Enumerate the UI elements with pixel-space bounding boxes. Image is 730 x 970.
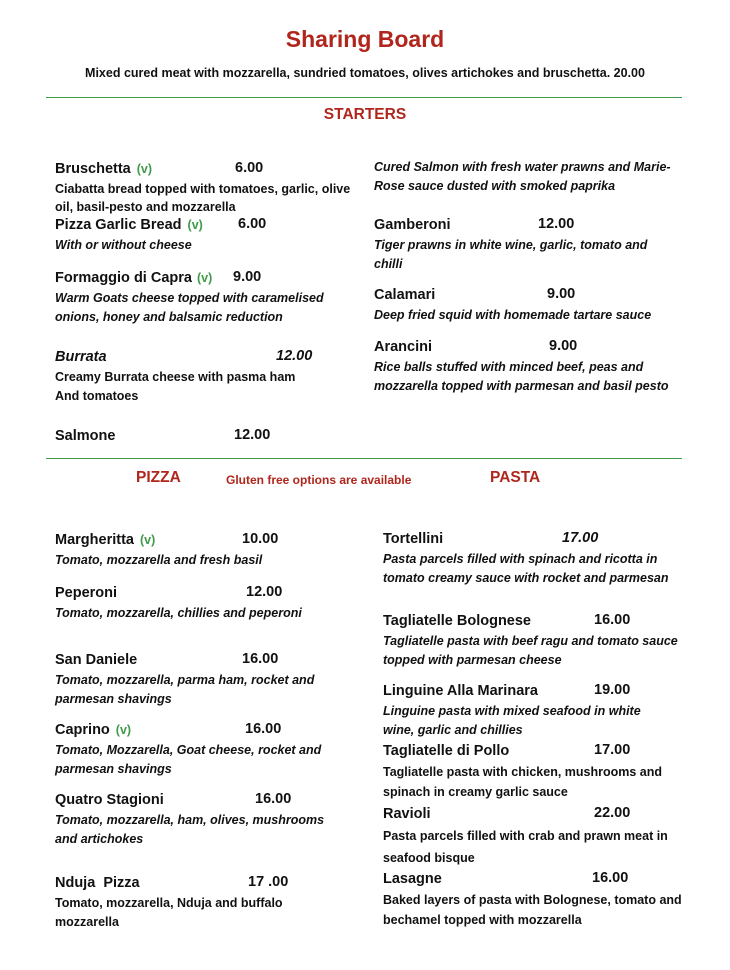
divider-middle <box>46 458 682 459</box>
item-name: Salmone <box>55 428 116 444</box>
pizza-heading: PIZZA <box>136 469 181 486</box>
item-price: 16.00 <box>255 791 292 807</box>
menu-item-caprino <box>55 721 385 779</box>
item-price: 17.00 <box>594 742 631 758</box>
item-name: Margheritta <box>55 532 134 548</box>
item-name: Nduja Pizza <box>55 875 140 891</box>
item-description: Warm Goats cheese topped with caramelised onions, honey and balsamic reduction <box>55 291 324 324</box>
pasta-heading: PASTA <box>490 469 541 486</box>
item-price: 9.00 <box>233 269 262 285</box>
item-description: Pasta parcels filled with crab and prawn meat in seafood bisque <box>383 829 668 865</box>
menu-item-margheritta <box>55 531 385 570</box>
item-description-line-2: And tomatoes <box>55 389 139 403</box>
starters-heading: STARTERS <box>323 106 407 123</box>
item-description: Rice balls stuffed with minced beef, peas and mozzarella topped with parmesan and basil pesto <box>374 360 669 393</box>
menu-item-salmone <box>55 427 385 447</box>
menu-item-san-daniele <box>55 651 385 709</box>
item-price: 16.00 <box>592 870 629 886</box>
item-price: 6.00 <box>235 160 264 176</box>
menu-item-burrata <box>55 348 385 406</box>
menu-item-gamberoni <box>374 216 704 274</box>
item-price: 12.00 <box>538 216 575 232</box>
menu-item-tagliatelle-bolognese <box>383 612 713 670</box>
vegetarian-tag: (v) <box>136 162 153 176</box>
menu-item-bruschetta <box>55 160 385 216</box>
item-description: Baked layers of pasta with Bolognese, tomato and bechamel topped with mozzarella <box>383 893 682 927</box>
item-description: Tomato, mozzarella and fresh basil <box>55 553 263 567</box>
item-description: Tagliatelle pasta with beef ragu and tomato sauce topped with parmesan cheese <box>383 634 678 667</box>
menu-item-pizza-garlic-bread <box>55 216 385 255</box>
sharing-board-description: Mixed cured meat with mozzarella, sundried tomatoes, olives artichokes and bruschetta. 20.00 <box>85 66 645 80</box>
menu-item-arancini <box>374 338 704 396</box>
item-description: Ciabatta bread topped with tomatoes, garlic, olive oil, basil-pesto and mozzarella <box>55 182 351 214</box>
item-price: 9.00 <box>549 338 578 354</box>
item-price: 16.00 <box>594 612 631 628</box>
item-name: Tagliatelle Bolognese <box>383 613 531 629</box>
vegetarian-tag: (v) <box>187 218 203 232</box>
item-description: Tomato, mozzarella, ham, olives, mushrooms and artichokes <box>55 813 325 846</box>
sharing-board-title: Sharing Board <box>285 26 445 52</box>
item-name: Bruschetta <box>55 161 131 177</box>
item-price: 12.00 <box>234 427 271 443</box>
item-name: Burrata <box>55 349 107 365</box>
menu-item-peperoni <box>55 584 385 623</box>
item-description: Linguine pasta with mixed seafood in white wine, garlic and chillies <box>383 704 641 737</box>
menu-item-linguine-alla-marinara <box>383 682 713 740</box>
vegetarian-tag: (v) <box>115 723 132 737</box>
item-price: 12.00 <box>276 348 313 364</box>
menu-item-calamari <box>374 286 704 325</box>
menu-item-quatro-stagioni <box>55 791 385 849</box>
item-price: 16.00 <box>242 651 279 667</box>
menu-item-formaggio-di-capra <box>55 269 385 327</box>
item-name: Caprino <box>55 722 110 738</box>
item-description: Tiger prawns in white wine, garlic, tomato and chilli <box>374 238 648 271</box>
menu-item-tagliatelle-di-pollo <box>383 742 713 802</box>
salmone-description: Cured Salmon with fresh water prawns and Marie-Rose sauce dusted with smoked paprika <box>374 160 671 193</box>
item-name: Pizza Garlic Bread <box>55 217 182 233</box>
item-description: Tomato, Mozzarella, Goat cheese, rocket and parmesan shavings <box>55 743 322 776</box>
item-description: Deep fried squid with homemade tartare sauce <box>374 308 652 322</box>
item-price: 16.00 <box>245 721 282 737</box>
menu-item-lasagne <box>383 870 713 930</box>
item-description: Pasta parcels filled with spinach and ricotta in tomato creamy sauce with rocket and parmesan <box>383 552 669 585</box>
item-description-line-1: Creamy Burrata cheese with pasma ham <box>55 370 296 384</box>
item-name: Tortellini <box>383 531 444 547</box>
item-name: Gamberoni <box>374 217 451 233</box>
item-price: 19.00 <box>594 682 631 698</box>
item-name: Linguine Alla Marinara <box>383 683 538 699</box>
item-description: Tomato, mozzarella, Nduja and buffalo mozzarella <box>55 896 283 929</box>
item-description: With or without cheese <box>55 238 192 252</box>
menu-item-nduja-pizza <box>55 874 385 932</box>
divider-top <box>46 97 682 98</box>
item-name: Lasagne <box>383 871 442 887</box>
item-description: Tomato, mozzarella, parma ham, rocket and parmesan shavings <box>55 673 315 706</box>
vegetarian-tag: (v) <box>196 271 213 285</box>
item-name: Quatro Stagioni <box>55 792 164 808</box>
menu-item-tortellini <box>383 530 713 588</box>
item-price: 10.00 <box>242 531 279 547</box>
item-description: Tagliatelle pasta with chicken, mushrooms and spinach in creamy garlic sauce <box>383 765 663 799</box>
menu-item-ravioli <box>383 805 713 869</box>
item-name: Tagliatelle di Pollo <box>383 743 510 759</box>
item-price: 22.00 <box>594 805 631 821</box>
item-name: Ravioli <box>383 806 431 822</box>
item-name: Peperoni <box>55 585 118 601</box>
item-name: San Daniele <box>55 652 138 668</box>
item-description: Tomato, mozzarella, chillies and peperoni <box>55 606 302 620</box>
item-name: Arancini <box>374 339 433 355</box>
item-price: 17 .00 <box>248 874 289 890</box>
gluten-free-note: Gluten free options are available <box>226 473 412 487</box>
item-name: Formaggio di Capra <box>55 270 192 286</box>
vegetarian-tag: (v) <box>139 533 156 547</box>
item-price: 9.00 <box>547 286 576 302</box>
item-price: 12.00 <box>246 584 283 600</box>
item-name: Calamari <box>374 287 436 303</box>
item-price: 17.00 <box>562 530 599 546</box>
item-price: 6.00 <box>238 216 267 232</box>
